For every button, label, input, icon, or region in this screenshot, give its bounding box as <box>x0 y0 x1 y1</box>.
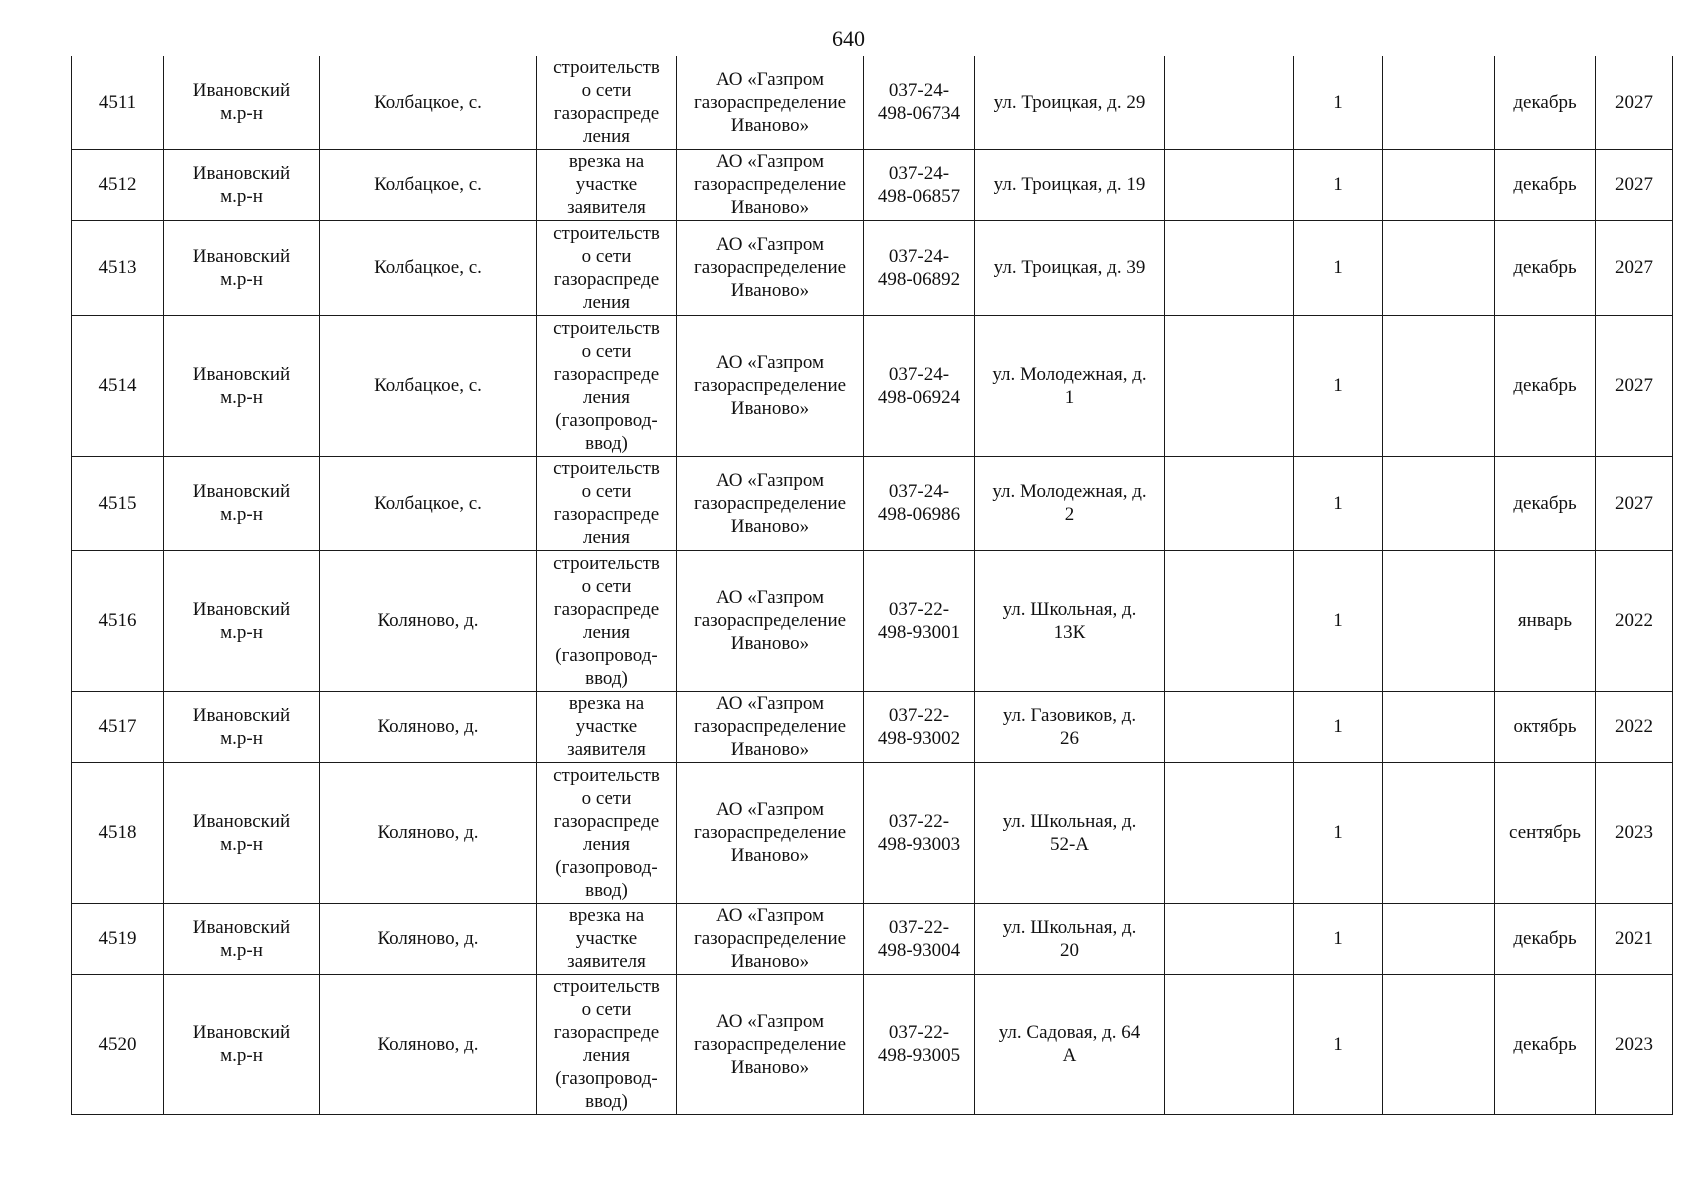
locality-cell: Коляново, д. <box>320 974 537 1114</box>
application-code-cell: 037-24- 498-06892 <box>864 220 975 315</box>
count-cell: 1 <box>1294 903 1383 974</box>
organization-cell: АО «Газпром газораспределение Иваново» <box>677 315 864 456</box>
organization-cell: АО «Газпром газораспределение Иваново» <box>677 903 864 974</box>
month-cell: декабрь <box>1495 903 1596 974</box>
application-code-cell: 037-24- 498-06857 <box>864 149 975 220</box>
organization-cell: АО «Газпром газораспределение Иваново» <box>677 974 864 1114</box>
year-cell: 2022 <box>1596 691 1673 762</box>
row-number: 4511 <box>72 56 164 149</box>
empty-cell <box>1383 974 1495 1114</box>
month-cell: сентябрь <box>1495 762 1596 903</box>
year-cell: 2023 <box>1596 974 1673 1114</box>
empty-cell <box>1383 762 1495 903</box>
empty-cell <box>1165 56 1294 149</box>
empty-cell <box>1383 315 1495 456</box>
application-code-cell: 037-22- 498-93004 <box>864 903 975 974</box>
empty-cell <box>1383 903 1495 974</box>
district-cell: Ивановский м.р-н <box>164 903 320 974</box>
registry-table-body <box>72 56 1673 1114</box>
work-type-cell: строительств о сети газораспреде ления (газопровод- ввод) <box>537 762 677 903</box>
count-cell: 1 <box>1294 315 1383 456</box>
count-cell: 1 <box>1294 456 1383 550</box>
registry-table <box>71 56 1673 1115</box>
row-number: 4517 <box>72 691 164 762</box>
locality-cell: Коляново, д. <box>320 550 537 691</box>
empty-cell <box>1165 315 1294 456</box>
month-cell: октябрь <box>1495 691 1596 762</box>
work-type-cell: строительств о сети газораспреде ления (газопровод- ввод) <box>537 315 677 456</box>
work-type-cell: строительств о сети газораспреде ления (газопровод- ввод) <box>537 550 677 691</box>
row-number: 4514 <box>72 315 164 456</box>
address-cell: ул. Молодежная, д. 2 <box>975 456 1165 550</box>
row-number: 4516 <box>72 550 164 691</box>
month-cell: декабрь <box>1495 56 1596 149</box>
application-code-cell: 037-24- 498-06924 <box>864 315 975 456</box>
month-cell: январь <box>1495 550 1596 691</box>
work-type-cell: врезка на участке заявителя <box>537 149 677 220</box>
address-cell: ул. Троицкая, д. 39 <box>975 220 1165 315</box>
table-row <box>72 974 1673 1114</box>
year-cell: 2027 <box>1596 220 1673 315</box>
organization-cell: АО «Газпром газораспределение Иваново» <box>677 550 864 691</box>
count-cell: 1 <box>1294 550 1383 691</box>
count-cell: 1 <box>1294 56 1383 149</box>
table-row <box>72 762 1673 903</box>
organization-cell: АО «Газпром газораспределение Иваново» <box>677 691 864 762</box>
address-cell: ул. Садовая, д. 64 А <box>975 974 1165 1114</box>
address-cell: ул. Школьная, д. 20 <box>975 903 1165 974</box>
locality-cell: Колбацкое, с. <box>320 315 537 456</box>
year-cell: 2023 <box>1596 762 1673 903</box>
year-cell: 2022 <box>1596 550 1673 691</box>
empty-cell <box>1383 56 1495 149</box>
locality-cell: Коляново, д. <box>320 903 537 974</box>
work-type-cell: строительств о сети газораспреде ления <box>537 56 677 149</box>
district-cell: Ивановский м.р-н <box>164 691 320 762</box>
row-number: 4512 <box>72 149 164 220</box>
application-code-cell: 037-22- 498-93003 <box>864 762 975 903</box>
empty-cell <box>1165 220 1294 315</box>
table-row <box>72 550 1673 691</box>
row-number: 4513 <box>72 220 164 315</box>
application-code-cell: 037-22- 498-93002 <box>864 691 975 762</box>
table-row <box>72 315 1673 456</box>
work-type-cell: врезка на участке заявителя <box>537 691 677 762</box>
district-cell: Ивановский м.р-н <box>164 456 320 550</box>
count-cell: 1 <box>1294 220 1383 315</box>
year-cell: 2027 <box>1596 456 1673 550</box>
organization-cell: АО «Газпром газораспределение Иваново» <box>677 456 864 550</box>
count-cell: 1 <box>1294 762 1383 903</box>
month-cell: декабрь <box>1495 220 1596 315</box>
empty-cell <box>1165 149 1294 220</box>
district-cell: Ивановский м.р-н <box>164 56 320 149</box>
empty-cell <box>1383 149 1495 220</box>
table-row <box>72 456 1673 550</box>
row-number: 4518 <box>72 762 164 903</box>
district-cell: Ивановский м.р-н <box>164 220 320 315</box>
district-cell: Ивановский м.р-н <box>164 550 320 691</box>
locality-cell: Колбацкое, с. <box>320 456 537 550</box>
row-number: 4515 <box>72 456 164 550</box>
locality-cell: Колбацкое, с. <box>320 56 537 149</box>
year-cell: 2027 <box>1596 315 1673 456</box>
address-cell: ул. Школьная, д. 52-А <box>975 762 1165 903</box>
table-row <box>72 56 1673 149</box>
address-cell: ул. Молодежная, д. 1 <box>975 315 1165 456</box>
page-number: 640 <box>832 26 865 51</box>
application-code-cell: 037-24- 498-06986 <box>864 456 975 550</box>
district-cell: Ивановский м.р-н <box>164 762 320 903</box>
address-cell: ул. Троицкая, д. 29 <box>975 56 1165 149</box>
empty-cell <box>1165 903 1294 974</box>
address-cell: ул. Школьная, д. 13К <box>975 550 1165 691</box>
locality-cell: Коляново, д. <box>320 691 537 762</box>
empty-cell <box>1165 691 1294 762</box>
application-code-cell: 037-22- 498-93005 <box>864 974 975 1114</box>
empty-cell <box>1165 456 1294 550</box>
empty-cell <box>1165 550 1294 691</box>
month-cell: декабрь <box>1495 974 1596 1114</box>
table-row <box>72 691 1673 762</box>
empty-cell <box>1383 456 1495 550</box>
empty-cell <box>1383 550 1495 691</box>
work-type-cell: строительств о сети газораспреде ления (газопровод- ввод) <box>537 974 677 1114</box>
empty-cell <box>1383 691 1495 762</box>
empty-cell <box>1383 220 1495 315</box>
table-row <box>72 220 1673 315</box>
work-type-cell: строительств о сети газораспреде ления <box>537 220 677 315</box>
work-type-cell: строительств о сети газораспреде ления <box>537 456 677 550</box>
locality-cell: Колбацкое, с. <box>320 220 537 315</box>
row-number: 4519 <box>72 903 164 974</box>
year-cell: 2027 <box>1596 149 1673 220</box>
row-number: 4520 <box>72 974 164 1114</box>
month-cell: декабрь <box>1495 149 1596 220</box>
month-cell: декабрь <box>1495 315 1596 456</box>
district-cell: Ивановский м.р-н <box>164 149 320 220</box>
organization-cell: АО «Газпром газораспределение Иваново» <box>677 149 864 220</box>
organization-cell: АО «Газпром газораспределение Иваново» <box>677 56 864 149</box>
count-cell: 1 <box>1294 974 1383 1114</box>
month-cell: декабрь <box>1495 456 1596 550</box>
district-cell: Ивановский м.р-н <box>164 315 320 456</box>
count-cell: 1 <box>1294 149 1383 220</box>
application-code-cell: 037-24- 498-06734 <box>864 56 975 149</box>
district-cell: Ивановский м.р-н <box>164 974 320 1114</box>
organization-cell: АО «Газпром газораспределение Иваново» <box>677 762 864 903</box>
year-cell: 2021 <box>1596 903 1673 974</box>
work-type-cell: врезка на участке заявителя <box>537 903 677 974</box>
table-row <box>72 149 1673 220</box>
application-code-cell: 037-22- 498-93001 <box>864 550 975 691</box>
address-cell: ул. Троицкая, д. 19 <box>975 149 1165 220</box>
address-cell: ул. Газовиков, д. 26 <box>975 691 1165 762</box>
year-cell: 2027 <box>1596 56 1673 149</box>
count-cell: 1 <box>1294 691 1383 762</box>
empty-cell <box>1165 762 1294 903</box>
locality-cell: Коляново, д. <box>320 762 537 903</box>
locality-cell: Колбацкое, с. <box>320 149 537 220</box>
empty-cell <box>1165 974 1294 1114</box>
table-row <box>72 903 1673 974</box>
organization-cell: АО «Газпром газораспределение Иваново» <box>677 220 864 315</box>
